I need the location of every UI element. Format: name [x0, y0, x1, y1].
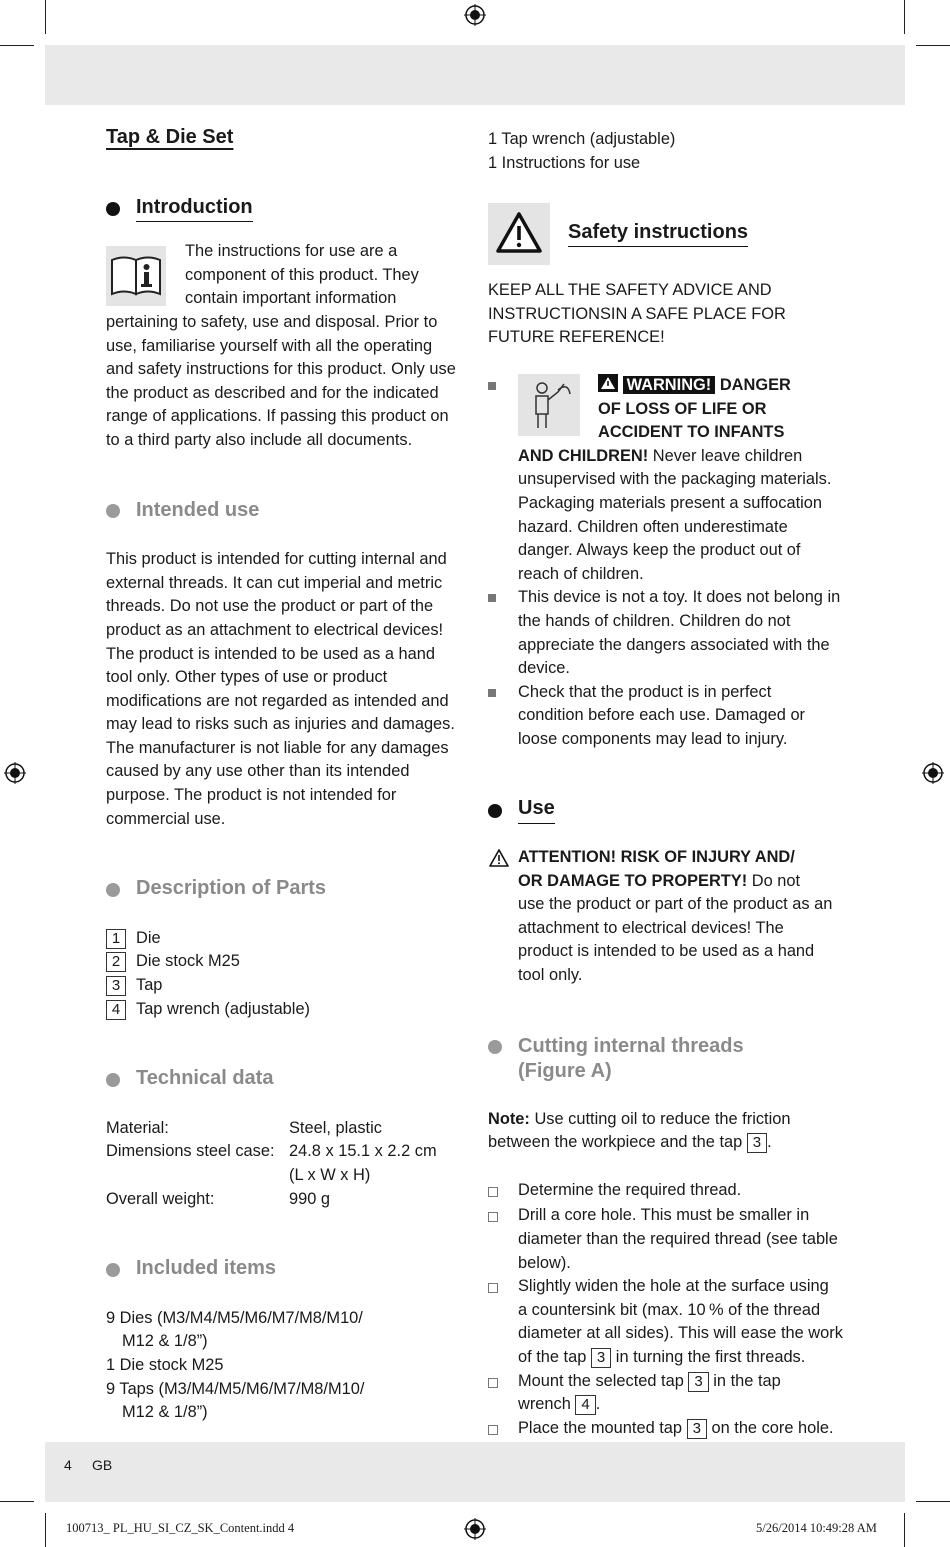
- cutting-heading-text: Cutting internal threads: [518, 1034, 744, 1057]
- part-number: 1: [106, 929, 126, 949]
- warning-line: OF LOSS OF LIFE OR: [598, 399, 767, 418]
- part-reference: 3: [591, 1348, 611, 1368]
- text-line: tool only.: [518, 966, 583, 985]
- part-reference: 4: [575, 1395, 595, 1415]
- step-text: in the tap: [708, 1371, 781, 1390]
- list-item: [488, 681, 848, 752]
- text-line: danger. Always keep the product out of: [518, 541, 801, 560]
- step-text: in turning the first threads.: [611, 1347, 806, 1366]
- step-text: Slightly widen the hole at the surface using: [518, 1277, 829, 1296]
- text-line: purpose. The product is not intended for: [106, 786, 397, 805]
- step-text: Mount the selected tap: [518, 1371, 689, 1390]
- cutting-heading: [488, 1034, 848, 1084]
- left-column: [106, 126, 461, 1425]
- warning-triangle-icon: [488, 848, 510, 868]
- text-line: [488, 1108, 848, 1132]
- step-text: a countersink bit (max. 10 % of the thread: [518, 1300, 821, 1319]
- text-line: appreciate the dangers associated with the: [518, 635, 830, 654]
- intro-line: use, familiarise yourself with all the operating: [106, 336, 433, 355]
- tech-value: 24.8 x 15.1 x 2.2 cm: [289, 1142, 437, 1161]
- tech-table: [106, 1117, 461, 1211]
- part-reference: 3: [688, 1372, 708, 1392]
- crop-mark: [904, 1513, 905, 1547]
- registration-mark-icon: [464, 1518, 486, 1540]
- text-line: [488, 1131, 848, 1155]
- tech-key: [106, 1164, 289, 1188]
- intro-line: range of applications. If passing this product on: [106, 407, 449, 426]
- text-line: attachment to electrical devices! The: [518, 918, 784, 937]
- list-item: 9 Taps (M3/M4/M5/M6/M7/M8/M10/: [106, 1379, 365, 1398]
- list-item: 1 Tap wrench (adjustable): [488, 130, 676, 148]
- parts-heading: [106, 877, 461, 903]
- file-name: 100713_ PL_HU_SI_CZ_SK_Content.indd 4: [66, 1521, 295, 1535]
- text-line: reach of children.: [518, 564, 644, 583]
- text-line: threads. Do not use the product or part of the: [106, 597, 434, 616]
- info-book-icon: [106, 246, 166, 306]
- text-line: The product is intended to be used as a hand: [106, 644, 435, 663]
- bullet-square: [488, 594, 496, 602]
- child-warning-icon: [518, 374, 580, 436]
- text-line: product as an attachment to electrical devices!: [106, 620, 444, 639]
- footer-band: [45, 1442, 905, 1502]
- intro-line: and safety instructions for this product. Only use: [106, 360, 456, 379]
- tech-heading: [106, 1067, 461, 1093]
- note-text: Use cutting oil to reduce the friction: [529, 1109, 791, 1128]
- text-line: commercial use.: [106, 809, 226, 828]
- registration-mark-icon: [922, 762, 944, 784]
- page-title: Tap & Die Set: [106, 126, 234, 148]
- checkbox-icon: [488, 1187, 498, 1197]
- header-band: [45, 45, 905, 105]
- step-text: .: [595, 1395, 601, 1414]
- warning-line: [518, 445, 848, 469]
- list-item: M12 & 1/8”): [122, 1332, 208, 1351]
- part-label: Tap: [136, 976, 163, 995]
- intro-line: The instructions for use are a: [185, 242, 398, 261]
- attention-bold: ATTENTION! RISK OF INJURY AND/: [518, 848, 795, 867]
- intro-line: contain important information: [185, 289, 397, 308]
- safety-heading-text: Safety instructions: [568, 221, 748, 248]
- crop-mark: [45, 0, 46, 34]
- warning-triangle-icon: [488, 203, 550, 265]
- parts-list: [106, 927, 461, 1021]
- list-item: [106, 974, 461, 998]
- text-line: product is intended to be used as a hand: [518, 942, 815, 961]
- steps-list: [488, 1179, 848, 1443]
- intro-heading: [106, 196, 461, 223]
- note-text: .: [767, 1133, 772, 1152]
- intended-heading-text: Intended use: [136, 498, 260, 521]
- bullet-dot: [488, 804, 502, 818]
- warning-line: [598, 374, 848, 398]
- crop-mark: [916, 1501, 950, 1502]
- intro-line: the product as described and for the indicated: [106, 383, 439, 402]
- intro-line: component of this product. They: [185, 265, 419, 284]
- tech-key: Overall weight:: [106, 1189, 215, 1208]
- text-line: The manufacturer is not liable for any damages: [106, 738, 449, 757]
- intended-use-heading: [106, 499, 461, 525]
- right-column: [488, 128, 848, 1442]
- intro-heading-text: Introduction: [136, 196, 253, 223]
- part-label: Die stock M25: [136, 952, 240, 971]
- list-item: [488, 586, 848, 680]
- list-item: [488, 1275, 848, 1369]
- text-line: This product is intended for cutting internal and: [106, 550, 447, 569]
- part-label: Die: [136, 928, 161, 947]
- list-item: 1 Die stock M25: [106, 1355, 224, 1374]
- bullet-square: [488, 689, 496, 697]
- text-line: Packaging materials present a suffocation: [518, 493, 823, 512]
- bullet-dot: [106, 1073, 120, 1087]
- attention-text: Do not: [747, 871, 801, 890]
- attention-block: [488, 846, 848, 988]
- list-item: [488, 1370, 848, 1417]
- part-reference: 3: [687, 1419, 707, 1439]
- text-line: external threads. It can cut imperial and metric: [106, 573, 443, 592]
- tech-key: Dimensions steel case:: [106, 1142, 275, 1161]
- list-item: 9 Dies (M3/M4/M5/M6/M7/M8/M10/: [106, 1308, 363, 1327]
- text-line: the hands of children. Children do not: [518, 611, 791, 630]
- language-code: GB: [92, 1457, 113, 1473]
- crop-mark: [904, 0, 905, 34]
- intro-section: [106, 240, 461, 452]
- text-line: may lead to risks such as injuries and damages.: [106, 715, 455, 734]
- safety-caps: [488, 279, 848, 350]
- text-line: unsupervised with the packaging materials.: [518, 470, 832, 489]
- child-warning-block: [488, 374, 848, 586]
- step-text: on the core hole.: [706, 1418, 834, 1437]
- intended-use-text: [106, 548, 461, 831]
- tech-heading-text: Technical data: [136, 1067, 274, 1090]
- text-line: caused by any use other than its intended: [106, 762, 410, 781]
- part-number: 3: [106, 976, 126, 996]
- step-text: [518, 1393, 781, 1417]
- list-item: [106, 927, 461, 951]
- tech-value: Steel, plastic: [289, 1118, 382, 1137]
- parts-heading-text: Description of Parts: [136, 877, 327, 900]
- bullet-square: [488, 382, 496, 390]
- list-item: [106, 950, 461, 974]
- text-line: Check that the product is in perfect: [518, 682, 772, 701]
- list-item: 1 Instructions for use: [488, 153, 641, 172]
- included-list: [106, 1307, 461, 1425]
- bullet-dot: [488, 1040, 502, 1054]
- bullet-dot: [106, 202, 120, 216]
- text-line: condition before each use. Damaged or: [518, 706, 806, 725]
- bullet-dot: [106, 1263, 120, 1277]
- crop-mark: [0, 45, 34, 46]
- use-heading-text: Use: [518, 797, 555, 824]
- step-text: of the tap: [518, 1347, 591, 1366]
- part-reference: 3: [747, 1133, 767, 1153]
- step-text: Drill a core hole. This must be smaller in: [518, 1206, 810, 1225]
- use-heading: [488, 797, 848, 824]
- text-line: INSTRUCTIONSIN A SAFE PLACE FOR: [488, 304, 786, 323]
- step-text: diameter than the required thread (see table: [518, 1230, 838, 1248]
- step-text: below).: [518, 1253, 571, 1272]
- crop-mark: [916, 45, 950, 46]
- intro-line: pertaining to safety, use and disposal. Prior to: [106, 312, 438, 331]
- checkbox-icon: [488, 1283, 498, 1293]
- text-line: KEEP ALL THE SAFETY ADVICE AND: [488, 281, 772, 300]
- registration-mark-icon: [464, 4, 486, 26]
- note-block: [488, 1108, 848, 1155]
- safety-heading: [488, 203, 848, 265]
- bullet-dot: [106, 504, 120, 518]
- step-text: [518, 1346, 843, 1370]
- list-item: [488, 1417, 848, 1443]
- text-line: [518, 870, 832, 894]
- text-line: use the product or part of the product as an: [518, 895, 833, 914]
- included-heading: [106, 1257, 461, 1283]
- step-text: Determine the required thread.: [518, 1180, 742, 1199]
- tech-value: (L x W x H): [289, 1166, 371, 1184]
- warning-line: ACCIDENT TO INFANTS: [598, 423, 785, 442]
- intro-line: to a third party also include all documents.: [106, 430, 413, 449]
- page-number: 4: [64, 1457, 72, 1473]
- warning-triangle-icon: [598, 374, 618, 392]
- step-text: diameter at all sides). This will ease the work: [518, 1324, 843, 1343]
- warning-body: [488, 445, 848, 587]
- part-number: 2: [106, 952, 126, 972]
- text-line: device.: [518, 659, 570, 678]
- note-text: between the workpiece and the tap: [488, 1133, 747, 1152]
- registration-mark-icon: [4, 762, 26, 784]
- text-line: loose components may lead to injury.: [518, 729, 788, 748]
- step-text: Place the mounted tap: [518, 1418, 687, 1437]
- attention-bold: OR DAMAGE TO PROPERTY!: [518, 871, 748, 890]
- checkbox-icon: [488, 1378, 498, 1388]
- step-text: [518, 1370, 781, 1394]
- part-number: 4: [106, 1000, 126, 1020]
- crop-mark: [45, 1513, 46, 1547]
- list-item: M12 & 1/8”): [122, 1403, 208, 1422]
- step-text: [518, 1417, 834, 1443]
- list-item: [488, 1179, 848, 1205]
- step-text: wrench: [518, 1395, 576, 1414]
- list-item: [106, 998, 461, 1022]
- tech-key: Material:: [106, 1118, 169, 1137]
- text-line: modifications are not regarded as intended and: [106, 691, 449, 710]
- warning-tag: WARNING!: [623, 376, 716, 394]
- warning-bold: AND CHILDREN!: [518, 446, 649, 465]
- warning-text: DANGER: [719, 375, 791, 394]
- text-line: This device is not a toy. It does not belong in: [518, 588, 841, 607]
- text-line: FUTURE REFERENCE!: [488, 328, 665, 347]
- timestamp: 5/26/2014 10:49:28 AM: [756, 1521, 877, 1535]
- note-label: Note:: [488, 1109, 530, 1128]
- crop-mark: [0, 1501, 34, 1502]
- tech-value: 990 g: [289, 1189, 331, 1208]
- checkbox-icon: [488, 1212, 498, 1222]
- checkbox-icon: [488, 1425, 498, 1435]
- list-item: [488, 1204, 848, 1275]
- warning-text: Never leave children: [648, 446, 803, 465]
- part-label: Tap wrench (adjustable): [136, 999, 311, 1018]
- bullet-dot: [106, 883, 120, 897]
- text-line: tool only. Other types of use or product: [106, 668, 388, 687]
- text-line: hazard. Children often underestimate: [518, 517, 788, 536]
- included-heading-text: Included items: [136, 1257, 277, 1280]
- cutting-heading-text: (Figure A): [518, 1059, 612, 1082]
